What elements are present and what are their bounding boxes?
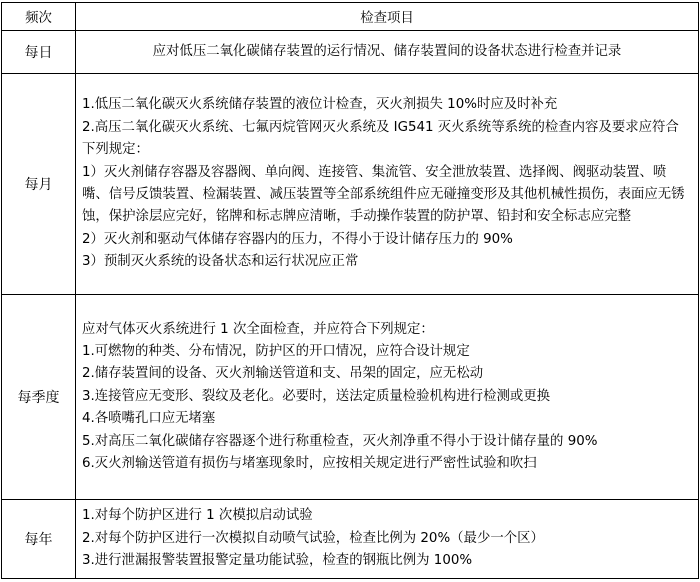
- item-text: 1）灭火剂储存容器及容器阀、单向阀、连接管、集流管、安全泄放装置、选择阀、阀驱动装置、喷嘴、信号反馈装置、检漏装置、减压装置等全部系统组件应无碰撞变形及其他机械性损伤，表面应无锈蚀，保护涂层应完好，铭牌和标志牌应清晰，手动操作装置的防护罩、铅封和安全标志应完整: [82, 164, 685, 225]
- item-text: 1.可燃物的种类、分布情况，防护区的开口情况，应符合设计规定: [82, 343, 470, 359]
- header-inspection-items: 检查项目: [76, 3, 699, 31]
- frequency-cell: 每日: [2, 31, 76, 74]
- table-header-row: [2, 3, 699, 31]
- item-text: 应对气体灭火系统进行 1 次全面检查，并应符合下列规定：: [82, 321, 434, 337]
- item-text: 1.低压二氧化碳灭火系统储存装置的液位计检查，灭火剂损失 10%时应及时补充: [82, 97, 558, 113]
- item-text: 4.各喷嘴孔口应无堵塞: [82, 411, 216, 427]
- frequency-cell: 每月: [2, 74, 76, 295]
- items-cell: [76, 295, 699, 500]
- items-cell: [76, 500, 699, 579]
- frequency-cell: 每季度: [2, 295, 76, 500]
- table-row-yearly: [2, 500, 699, 579]
- table-row-daily: [2, 31, 699, 74]
- header-frequency: 频次: [2, 3, 76, 31]
- item-text: 3.进行泄漏报警装置报警定量功能试验，检查的钢瓶比例为 100%: [82, 553, 473, 569]
- item-text: 5.对高压二氧化碳储存容器逐个进行称重检查，灭火剂净重不得小于设计储存量的 90%: [82, 433, 598, 449]
- item-text: 2）灭火剂和驱动气体储存容器内的压力，不得小于设计储存压力的 90%: [82, 231, 513, 247]
- item-text: 2.储存装置间的设备、灭火剂输送管道和支、吊架的固定，应无松动: [82, 366, 484, 382]
- table-row-monthly: [2, 74, 699, 295]
- table-row-quarterly: [2, 295, 699, 500]
- item-text: 6.灭火剂输送管道有损伤与堵塞现象时，应按相关规定进行严密性试验和吹扫: [82, 456, 537, 472]
- item-text: 3）预制灭火系统的设备状态和运行状况应正常: [82, 254, 359, 270]
- item-text: 2.高压二氧化碳灭火系统、七氟丙烷管网灭火系统及 IG541 灭火系统等系统的检查内容及要求应符合下列规定：: [82, 119, 679, 158]
- items-cell: [76, 31, 699, 74]
- frequency-cell: 每年: [2, 500, 76, 579]
- item-text: 3.连接管应无变形、裂纹及老化。必要时，送法定质量检验机构进行检测或更换: [82, 388, 551, 404]
- inspection-schedule-table: [1, 2, 699, 579]
- item-text: 1.对每个防护区进行 1 次模拟启动试验: [82, 508, 313, 524]
- item-text: 2.对每个防护区进行一次模拟自动喷气试验，检查比例为 20%（最少一个区）: [82, 530, 544, 546]
- items-cell: [76, 74, 699, 295]
- item-text: 应对低压二氧化碳储存装置的运行情况、储存装置间的设备状态进行检查并记录: [152, 43, 622, 59]
